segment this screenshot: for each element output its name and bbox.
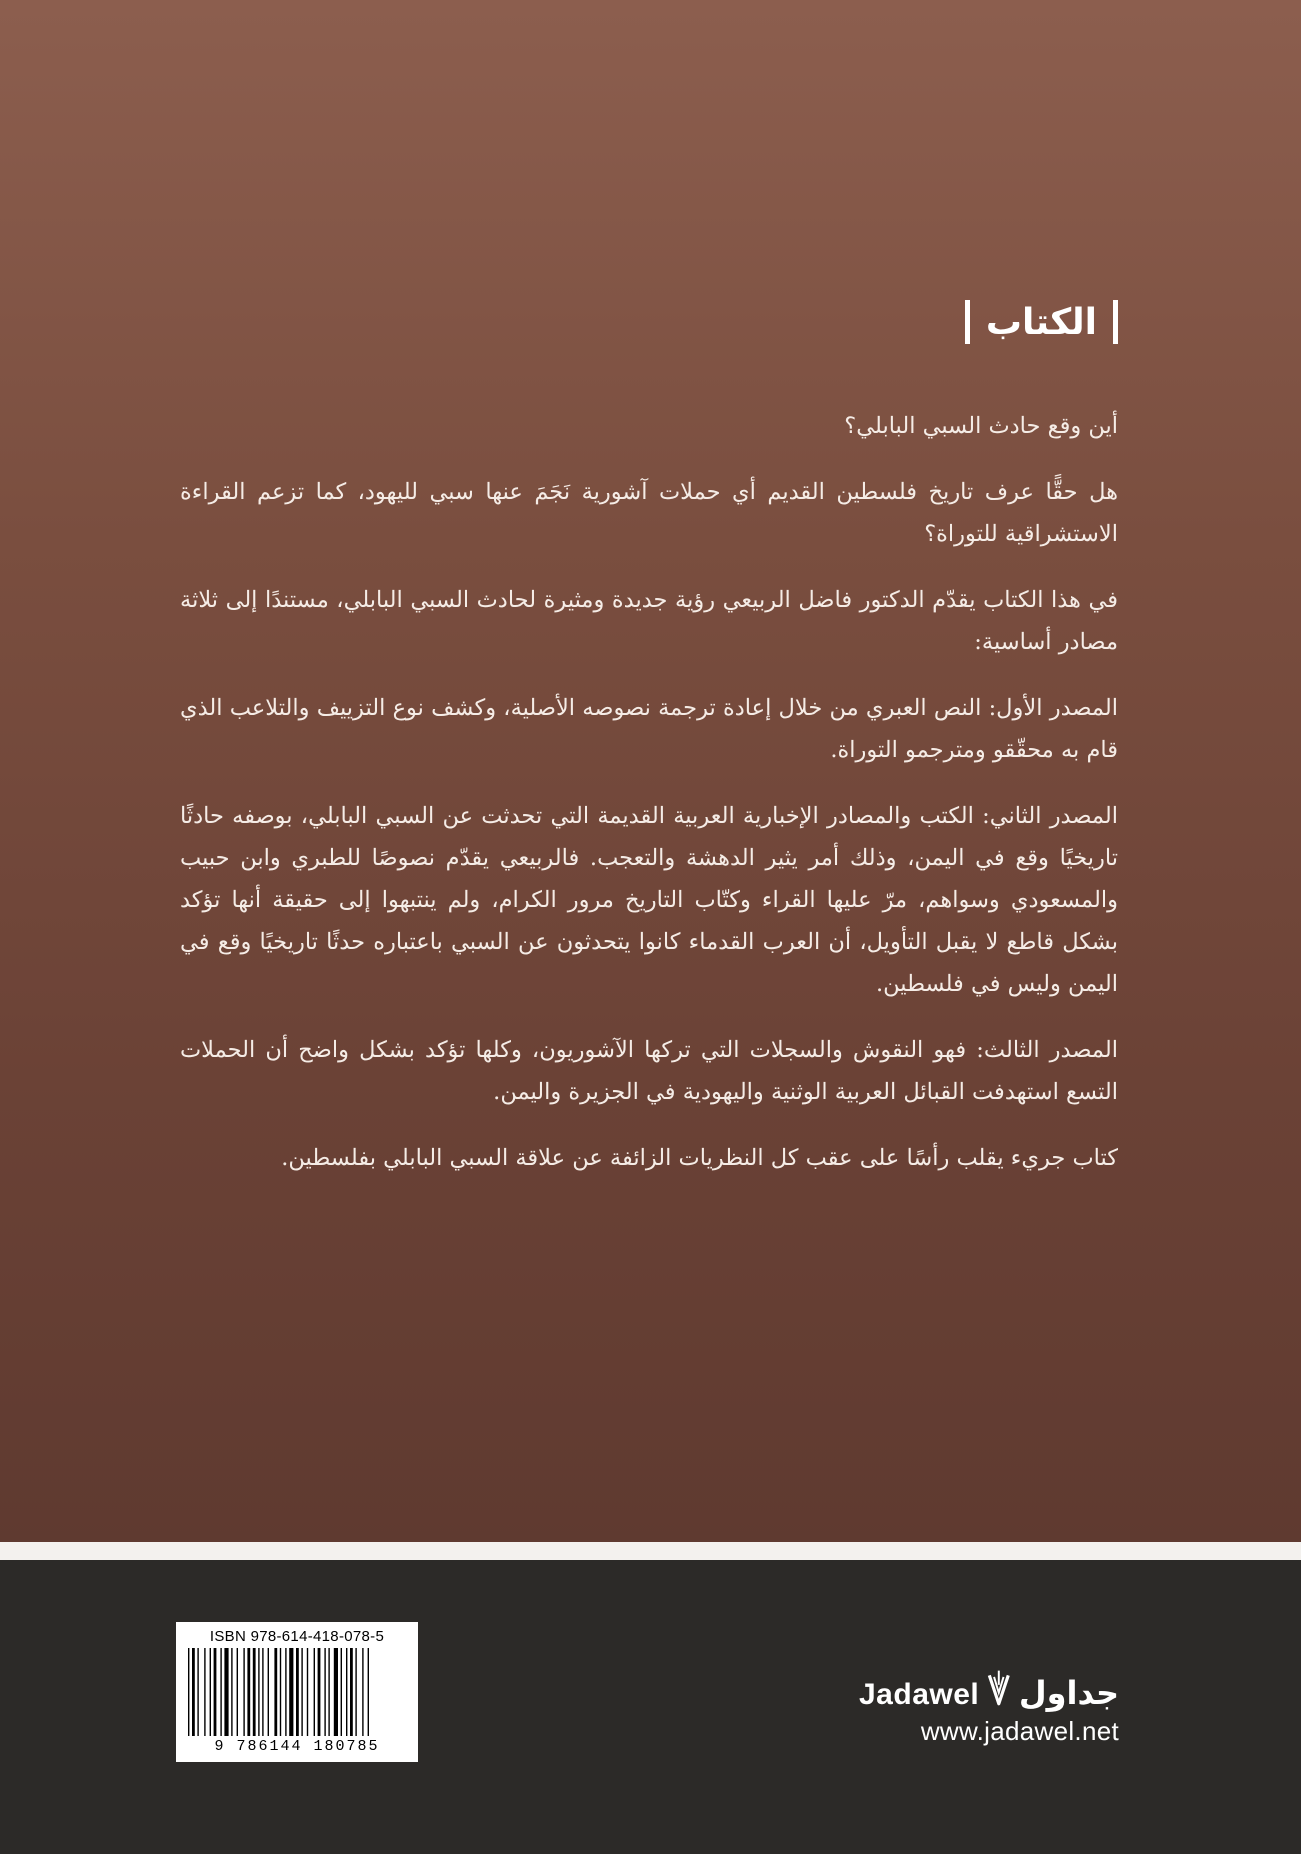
barcode-bars bbox=[184, 1648, 410, 1736]
blurb-paragraph-2: هل حقًّا عرف تاريخ فلسطين القديم أي حملات آشورية نَجَمَ عنها سبي لليهود، كما تزعم القراءة الاستشراقية للتوراة؟ bbox=[180, 479, 1118, 547]
heading-bar-right bbox=[1113, 300, 1118, 344]
publisher-logo bbox=[859, 1664, 1119, 1712]
blurb-paragraph-3: في هذا الكتاب يقدّم الدكتور فاضل الربيعي رؤية جديدة ومثيرة لحادث السبي البابلي، مستندًا إلى ثلاثة مصادر أساسية: bbox=[180, 587, 1118, 655]
blurb-text bbox=[180, 405, 1118, 1203]
section-heading bbox=[965, 296, 1118, 348]
blurb-conclusion: كتاب جريء يقلب رأسًا على عقب كل النظريات الزائفة عن علاقة السبي البابلي بفلسطين. bbox=[281, 1145, 1118, 1171]
blurb-question: أين وقع حادث السبي البابلي؟ bbox=[844, 413, 1118, 439]
publisher-block bbox=[859, 1664, 1119, 1747]
publisher-name-latin: Jadawel bbox=[859, 1678, 980, 1711]
heading-bar-left bbox=[965, 300, 970, 344]
blurb-source-2: المصدر الثاني: الكتب والمصادر الإخبارية العربية القديمة التي تحدثت عن السبي البابلي، بوصفه حادثًا تاريخيًا وقع في اليمن، وذلك أمر يثير الدهشة والتعجب. فالربيعي يقدّم نصوصًا للطبري وابن حبيب والمسعودي وسواهم، مرّ عليها القراء وكتّاب التاريخ مرور الكرام، ولم ينتبهوا إلى حقيقة أنها تؤكد بشكل قاطع لا يقبل التأويل، أن العرب القدماء كانوا يتحدثون عن السبي باعتباره حدثًا تاريخيًا وقع في اليمن وليس في فلسطين. bbox=[180, 803, 1118, 997]
blurb-source-1: المصدر الأول: النص العبري من خلال إعادة ترجمة نصوصه الأصلية، وكشف نوع التزييف والتلاعب الذي قام به محقّقو ومترجمو التوراة. bbox=[180, 695, 1118, 763]
publisher-website: www.jadawel.net bbox=[920, 1716, 1119, 1746]
isbn-barcode bbox=[176, 1622, 418, 1762]
publisher-emblem-icon bbox=[983, 1664, 1015, 1712]
barcode-digits: 9 786144 180785 bbox=[214, 1738, 380, 1755]
isbn-label: ISBN 978-614-418-078-5 bbox=[209, 1628, 385, 1645]
section-heading-text: الكتاب bbox=[985, 301, 1097, 343]
blurb-source-3: المصدر الثالث: فهو النقوش والسجلات التي تركها الآشوريون، وكلها تؤكد بشكل واضح أن الحملات التسع استهدفت القبائل العربية الوثنية واليهودية في الجزيرة واليمن. bbox=[180, 1037, 1118, 1105]
separator-strip bbox=[0, 1542, 1301, 1560]
publisher-name-arabic: جداول bbox=[1018, 1674, 1119, 1712]
